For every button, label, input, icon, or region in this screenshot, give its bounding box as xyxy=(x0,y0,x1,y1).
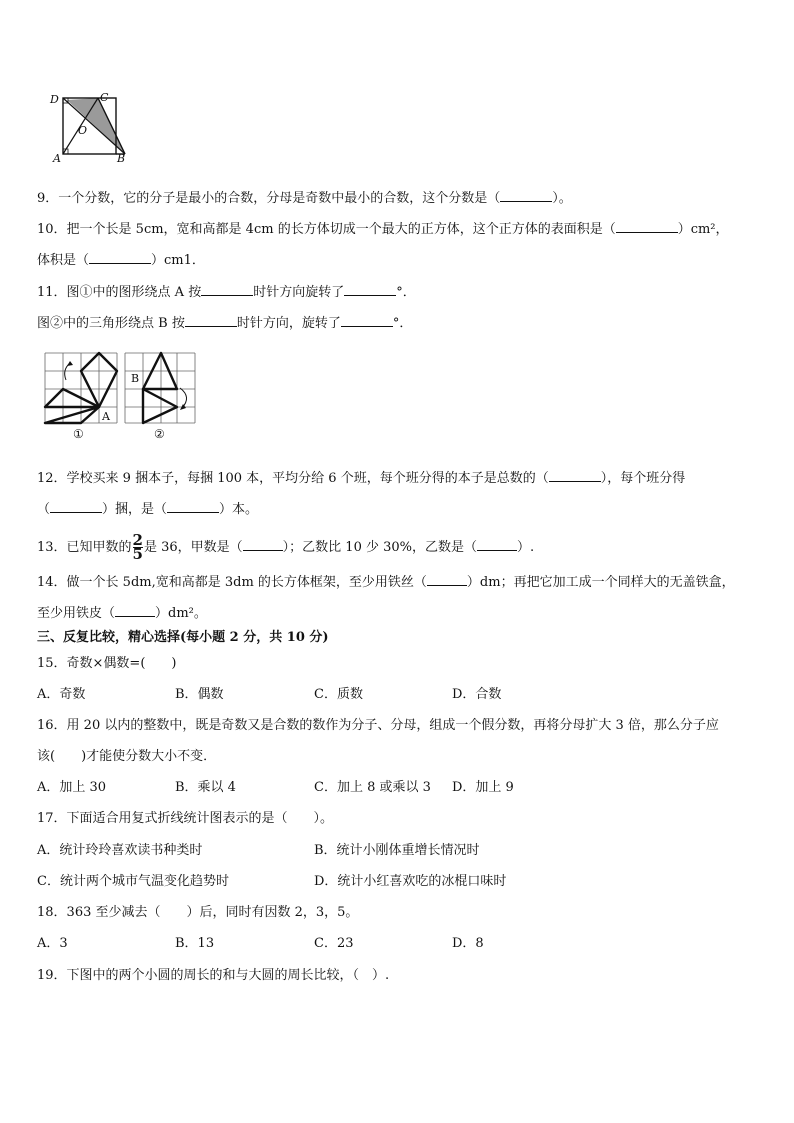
question-12-line2: （ ）捆，是（ ）本。 xyxy=(37,499,258,519)
grid-figure-2 xyxy=(122,350,202,442)
q15-option-d[interactable]: D．合数 xyxy=(452,687,502,702)
figure-2-label: ② xyxy=(154,427,165,441)
q16-option-d[interactable]: D．加上 9 xyxy=(452,780,514,795)
q18-option-a[interactable]: A．3 xyxy=(37,936,68,951)
answer-blank[interactable] xyxy=(427,572,467,586)
question-18: 18．363 至少减去（ ）后，同时有因数 2，3，5。 xyxy=(37,905,359,920)
answer-blank[interactable] xyxy=(616,219,678,233)
q16-option-a[interactable]: A．加上 30 xyxy=(37,780,107,795)
answer-blank[interactable] xyxy=(477,537,517,551)
q17-option-a[interactable]: A．统计玲玲喜欢读书种类时 xyxy=(37,843,203,858)
q15-option-c[interactable]: C．质数 xyxy=(314,687,363,702)
answer-blank[interactable] xyxy=(115,603,155,617)
label-C: C xyxy=(100,91,109,104)
question-10-line2: 体积是（ ）cm1． xyxy=(37,250,205,270)
label-A: A xyxy=(53,152,61,165)
question-14-line2: 至少用铁皮（ ）dm²。 xyxy=(37,603,207,623)
section-3-heading: 三、反复比较，精心选择(每小题 2 分，共 10 分) xyxy=(37,630,329,645)
question-14-line1: 14．做一个长 5dm,宽和高都是 3dm 的长方体框架，至少用铁丝（ ）dm；再把它加工成一个同样大的无盖铁盒， xyxy=(37,572,735,592)
answer-blank[interactable] xyxy=(500,188,552,202)
point-A: A xyxy=(102,410,110,423)
question-11-line1: 11．图①中的图形绕点 A 按 时针方向旋转了 °． xyxy=(37,282,416,302)
answer-blank[interactable] xyxy=(243,537,283,551)
answer-blank[interactable] xyxy=(185,313,237,327)
question-11-line2: 图②中的三角形绕点 B 按 时针方向，旋转了 °． xyxy=(37,313,412,333)
answer-blank[interactable] xyxy=(201,282,253,296)
answer-blank[interactable] xyxy=(549,468,601,482)
figure-1-label: ① xyxy=(73,427,84,441)
question-9: 9．一个分数，它的分子是最小的合数，分母是奇数中最小的合数，这个分数是（ ）。 xyxy=(37,188,572,208)
label-B: B xyxy=(117,152,126,165)
answer-blank[interactable] xyxy=(344,282,396,296)
question-16-line2: 该( )才能使分数大小不变． xyxy=(37,749,217,764)
q15-option-a[interactable]: A．奇数 xyxy=(37,687,86,702)
q17-option-c[interactable]: C．统计两个城市气温变化趋势时 xyxy=(37,874,229,889)
question-15: 15．奇数×偶数=( ) xyxy=(37,656,177,671)
q18-option-d[interactable]: D．8 xyxy=(452,936,484,951)
q15-option-b[interactable]: B．偶数 xyxy=(175,687,224,702)
square-diagonal-figure xyxy=(45,88,135,166)
question-16-line1: 16．用 20 以内的整数中，既是奇数又是合数的数作为分子、分母，组成一个假分数，再将分母扩大 3 倍，那么分子应 xyxy=(37,718,719,733)
answer-blank[interactable] xyxy=(167,499,219,513)
fraction: $\frac{2}{5}$ xyxy=(132,531,143,563)
answer-blank[interactable] xyxy=(89,250,151,264)
label-D: D xyxy=(50,93,59,106)
question-10-line1: 10．把一个长是 5cm，宽和高都是 4cm 的长方体切成一个最大的正方体，这个正方体的表面积是（ ）cm²， xyxy=(37,219,729,239)
q17-option-b[interactable]: B．统计小刚体重增长情况时 xyxy=(314,843,480,858)
question-12-line1: 12．学校买来 9 捆本子，每捆 100 本，平均分给 6 个班，每个班分得的本子是总数的（ ），每个班分得 xyxy=(37,468,685,488)
q16-option-c[interactable]: C．加上 8 或乘以 3 xyxy=(314,780,431,795)
label-O: O xyxy=(78,124,88,137)
q16-option-b[interactable]: B．乘以 4 xyxy=(175,780,236,795)
q18-option-b[interactable]: B．13 xyxy=(175,936,215,951)
q17-option-d[interactable]: D．统计小红喜欢吃的冰棍口味时 xyxy=(314,874,507,889)
question-17: 17．下面适合用复式折线统计图表示的是（ ）。 xyxy=(37,811,334,826)
question-19: 19．下图中的两个小圆的周长的和与大圆的周长比较，（ ）. xyxy=(37,968,390,983)
q18-option-c[interactable]: C．23 xyxy=(314,936,354,951)
question-13: 13．已知甲数的 $\frac{2}{5}$ 是 36，甲数是（ ）；乙数比 10 少 30%，乙数是（ ）. xyxy=(37,531,535,563)
answer-blank[interactable] xyxy=(50,499,102,513)
answer-blank[interactable] xyxy=(341,313,393,327)
point-B: B xyxy=(131,372,140,385)
grid-figure-1 xyxy=(42,350,122,442)
